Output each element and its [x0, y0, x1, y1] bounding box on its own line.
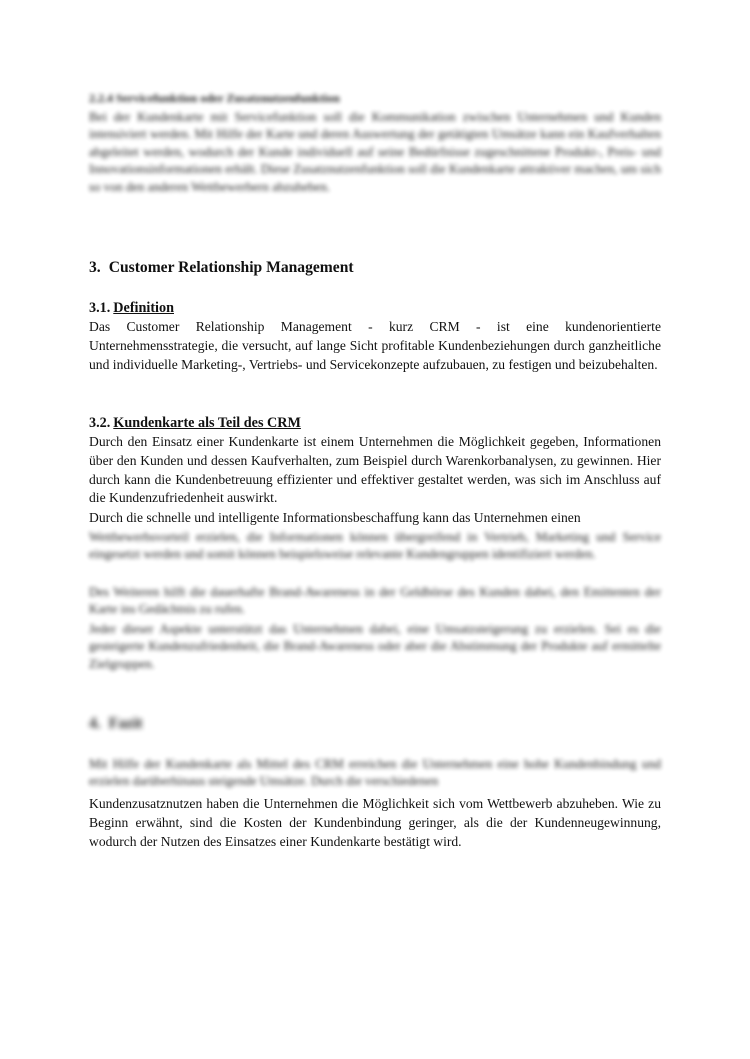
- section-3-2-number: 3.2.: [89, 415, 111, 431]
- section-3-2-title: Kundenkarte als Teil des CRM: [113, 415, 301, 431]
- section-3-number: 3.: [89, 259, 101, 276]
- section-3-2-text-1: Durch den Einsatz einer Kundenkarte ist einem Unternehmen die Möglichkeit gegeben, Informationen über den Kunden und dessen Kaufverhalten, zum Beispiel durch Warenkorbanalysen, zu gewinnen. Hier durch kann die Kundenbetreuung effizienter und effektiver gestaltet werden, was sich im Anschluss auf die Kundenzufriedenheit auswirkt.: [89, 434, 661, 506]
- section-3-2-text-3: Des Weiteren hilft die dauerhafte Brand-Awareness in der Geldbörse des Kunden dabei, den Emittenten der Karte ins Gedächtnis zu rufen.: [89, 585, 661, 617]
- section-4-text: Kundenzusatznutzen haben die Unternehmen die Möglichkeit sich vom Wettbewerb abzuheben. Wie zu Beginn erwähnt, sind die Kosten der Kundenbindung geringer, als die der Kundenneugewinnung, wodurch der Nutzen des Einsatzes einer Kundenkarte bestätigt wird.: [89, 796, 661, 849]
- section-3-1-title: Definition: [113, 300, 174, 316]
- section-4-number: 4.: [89, 715, 101, 732]
- section-3-2-text-2: Durch die schnelle und intelligente Informationsbeschaffung kann das Unternehmen einen: [89, 510, 581, 525]
- section-3-1-heading: [89, 300, 661, 317]
- section-3-2-heading: [89, 415, 661, 432]
- section-4-heading: [89, 715, 661, 733]
- section-3-heading: [89, 259, 661, 277]
- section-3-1-number: 3.1.: [89, 300, 111, 316]
- subsection-2-2-4-text: Bei der Kundenkarte mit Servicefunktion soll die Kommunikation zwischen Unternehmen und Kunden intensiviert werden. Mit Hilfe der Karte und deren Auswertung der getätigten Umsätze kann ein Kaufverhalten abgeleitet werden, wodurch der Kunde individuell auf seine Bedürfnisse zugeschnittene Produkt-, Preis- und Innovationsinformationen erhält. Diese Zusatznutzenfunktion soll die Kundenkarte attraktiver machen, um sich so von den anderen Wettbewerbern abzuheben.: [89, 110, 661, 194]
- section-3-1-text: Das Customer Relationship Management - kurz CRM - ist eine kundenorientierte Unternehmensstrategie, die versucht, auf lange Sicht profitable Kundenbeziehungen durch ganzheitliche und individuelle Marketing-, Vertriebs- und Servicekonzepte aufzubauen, zu festigen und beizubehalten.: [89, 319, 661, 372]
- section-3-title: Customer Relationship Management: [108, 259, 354, 276]
- section-3-2-text-4: Jeder dieser Aspekte unterstützt das Unternehmen dabei, eine Umsatzsteigerung zu erzielen. Sei es die gesteigerte Kundenzufriedenheit, die Brand-Awareness oder aber die Abstimmung der Produkte auf ermittelte Zielgruppen.: [89, 622, 661, 671]
- section-4-text-blurred: Mit Hilfe der Kundenkarte als Mittel des CRM erreichen die Unternehmen eine hohe Kundenbindung und erzielen darüberhinaus steigende Umsätze. Durch die verschiedenen: [89, 757, 661, 789]
- section-4-title: Fazit: [108, 715, 143, 732]
- section-3-2-text-2-blurred: Wettbewerbsvorteil erzielen, die Informationen können übergreifend in Vertrieb, Marketing und Service eingesetzt werden und somit können beispielsweise relevante Kundengruppen identifiziert werden.: [89, 530, 661, 562]
- subsection-2-2-4-heading: 2.2.4 Servicefunktion oder Zusatznutzenfunktion: [89, 91, 340, 105]
